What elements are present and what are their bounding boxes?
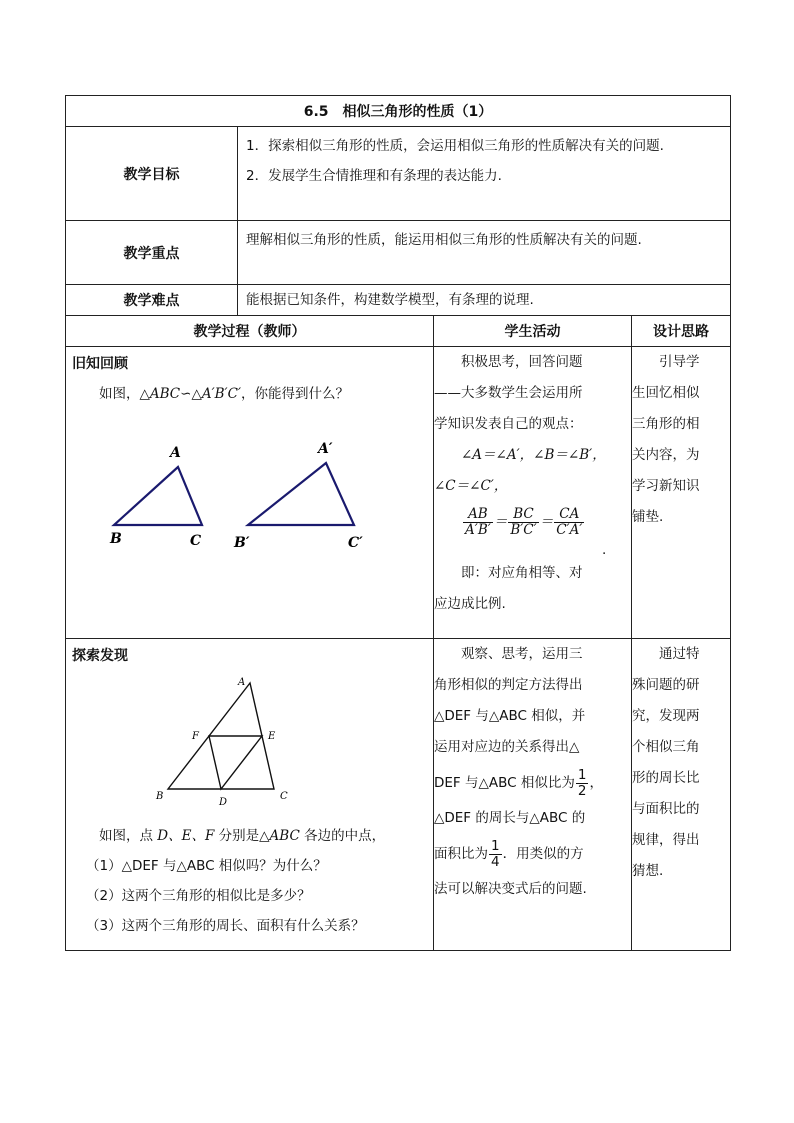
- student-header: 学生活动: [434, 316, 632, 347]
- explore-student-line-6: △DEF 的周长与△ABC 的: [434, 810, 586, 826]
- explore-design-line-4: 个相似三角: [632, 739, 700, 755]
- explore-design-line-5: 形的周长比: [632, 770, 700, 786]
- explore-row: [66, 639, 731, 951]
- difficulties-row: [66, 285, 731, 316]
- explore-design-line-1: 通过特: [659, 646, 700, 662]
- explore-student-line-3: △DEF 与△ABC 相似，并: [434, 708, 586, 724]
- review-design-cell: [632, 347, 731, 639]
- label-e: E: [268, 731, 276, 742]
- objectives-row: [66, 127, 731, 221]
- design-header: 设计思路: [632, 316, 731, 347]
- angles-line-2: ∠C＝∠C′，: [434, 478, 508, 494]
- explore-student-line-1: 观察、思考，运用三: [461, 646, 583, 662]
- similar-triangles-figure: [66, 409, 432, 559]
- label-c: C: [280, 791, 288, 802]
- review-student-line-1: 积极思考，回答问题: [461, 354, 583, 370]
- review-conclusion-1: 即：对应角相等、对: [461, 565, 583, 581]
- label-d: D: [219, 797, 228, 808]
- title-row: [66, 96, 731, 127]
- question-2: （2）这两个三角形的相似比是多少？: [86, 888, 311, 904]
- review-student-line-3: 学知识发表自己的观点：: [434, 416, 583, 432]
- explore-student-line-8: 法可以解决变式后的问题.: [434, 881, 587, 897]
- label-c: C: [190, 533, 202, 549]
- explore-student-line-5: DEF 与△ABC 相似比为 $\frac{1}{2}$ ，: [434, 766, 603, 799]
- objective-item-1: 1．探索相似三角形的性质，会运用相似三角形的性质解决有关的问题.: [246, 138, 664, 154]
- explore-title: 探索发现: [72, 648, 128, 664]
- review-design-line-6: 铺垫.: [632, 509, 664, 525]
- label-a: A: [170, 445, 181, 461]
- objectives-content: [238, 127, 731, 221]
- review-design-line-3: 三角形的相: [632, 416, 700, 432]
- review-student-cell: [434, 347, 632, 639]
- triangle-a2b2c2: [248, 463, 354, 525]
- review-design-line-1: 引导学: [659, 354, 700, 370]
- ratio-equation: $\frac{AB}{A'B'}$ ＝ $\frac{BC}{B'C'}$ ＝ $\frac{CA}{C'A'}$: [465, 506, 583, 538]
- review-teacher-cell: [66, 347, 434, 639]
- label-a: A: [238, 677, 246, 688]
- explore-design-cell: [632, 639, 731, 951]
- lesson-title: 6.5 相似三角形的性质（1）: [66, 96, 731, 127]
- explore-design-line-7: 规律，得出: [632, 832, 700, 848]
- review-design-line-2: 生回忆相似: [632, 385, 700, 401]
- explore-student-cell: [434, 639, 632, 951]
- explore-design-line-6: 与面积比的: [632, 801, 700, 817]
- question-3: （3）这两个三角形的周长、面积有什么关系？: [86, 918, 365, 934]
- review-row: [66, 347, 731, 639]
- review-conclusion-2: 应边成比例.: [434, 596, 506, 612]
- process-header-row: [66, 316, 731, 347]
- question-1: （1）△DEF 与△ABC 相似吗？为什么？: [86, 858, 327, 874]
- explore-student-line-2: 角形相似的判定方法得出: [434, 677, 583, 693]
- label-b: B: [110, 531, 122, 547]
- fraction-quarter: $\frac{1}{4}$: [491, 837, 500, 870]
- explore-design-line-8: 猜想.: [632, 863, 664, 879]
- key-points-label: 教学重点: [66, 221, 238, 285]
- explore-teacher-cell: [66, 639, 434, 951]
- objective-item-2: 2．发展学生合情推理和有条理的表达能力.: [246, 168, 502, 184]
- lesson-plan-table: [65, 95, 731, 951]
- ratio-ab: $\frac{AB}{A'B'}$: [465, 506, 491, 538]
- ratio-end-dot: .: [602, 542, 607, 558]
- triangle-def-inner: [209, 736, 262, 789]
- explore-student-line-4: 运用对应边的关系得出△: [434, 739, 580, 755]
- label-a-prime: A′: [318, 441, 333, 457]
- objectives-label: 教学目标: [66, 127, 238, 221]
- label-f: F: [192, 731, 199, 742]
- explore-prompt: 如图，点 D、E、F 分别是△ABC 各边的中点，: [99, 828, 386, 844]
- review-design-line-5: 学习新知识: [632, 478, 700, 494]
- key-points-text: 理解相似三角形的性质，能运用相似三角形的性质解决有关的问题.: [238, 221, 731, 285]
- midpoint-triangle-figure: [66, 671, 432, 821]
- fraction-half: $\frac{1}{2}$: [577, 766, 587, 799]
- explore-student-line-7: 面积比为 $\frac{1}{4}$ ．用类似的方: [434, 837, 584, 870]
- review-student-line-2: ——大多数学生会运用所: [434, 385, 583, 401]
- label-c-prime: C′: [348, 535, 363, 551]
- key-points-row: [66, 221, 731, 285]
- angles-line-1: ∠A＝∠A′，∠B＝∠B′，: [461, 447, 606, 463]
- teacher-header: 教学过程（教师）: [66, 316, 434, 347]
- review-title: 旧知回顾: [72, 356, 128, 372]
- triangle-abc: [114, 467, 202, 525]
- ratio-ca: $\frac{CA}{C'A'}$: [556, 506, 583, 538]
- review-prompt: 如图，△ABC∽△A′B′C′，你能得到什么？: [99, 386, 350, 402]
- ratio-bc: $\frac{BC}{B'C'}$: [510, 506, 537, 538]
- label-b-prime: B′: [234, 535, 250, 551]
- explore-design-line-2: 殊问题的研: [632, 677, 700, 693]
- difficulties-text: 能根据已知条件，构建数学模型，有条理的说理.: [238, 285, 731, 316]
- difficulties-label: 教学难点: [66, 285, 238, 316]
- review-design-line-4: 关内容，为: [632, 447, 700, 463]
- explore-design-line-3: 究，发现两: [632, 708, 700, 724]
- label-b: B: [156, 791, 164, 802]
